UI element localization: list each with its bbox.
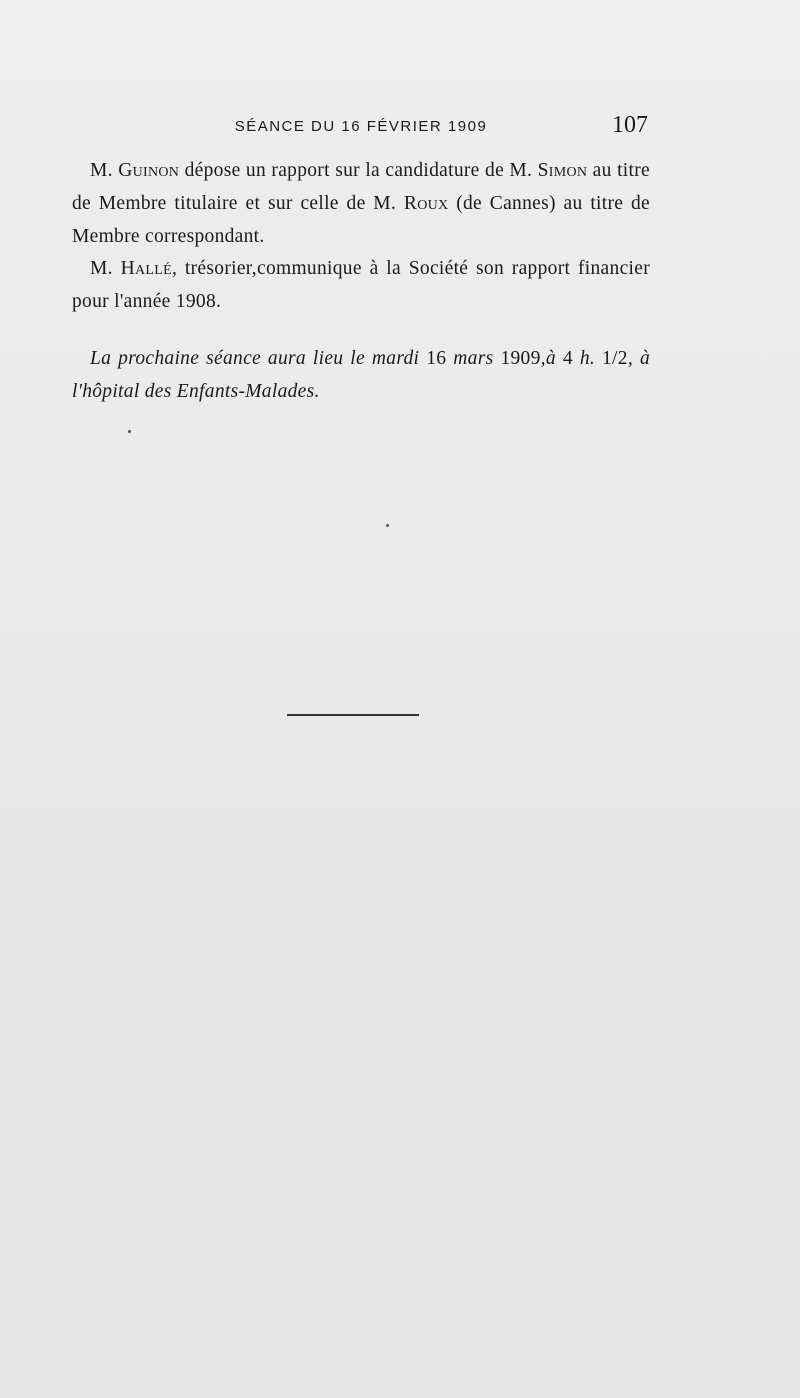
paragraph-guinon-report <box>72 154 650 253</box>
meeting-year: 1909 <box>500 348 541 369</box>
p3-text-d: h. <box>572 348 602 369</box>
meeting-day: 16 <box>426 348 447 369</box>
running-header <box>72 112 650 146</box>
closing-rule <box>287 714 419 716</box>
running-title: SÉANCE DU 16 FÉVRIER 1909 <box>234 118 488 135</box>
p3-text-e: , à l'hôpital des Enfants-Malades. <box>72 348 650 402</box>
paragraph-halle-report <box>72 252 650 318</box>
p1-text-b: au titre de Membre titulaire et sur celle de M. <box>72 160 650 214</box>
p3-text-a: La prochaine séance aura lieu le mardi <box>90 348 427 369</box>
p3-text-c: ,à <box>540 348 563 369</box>
paper-speck <box>386 524 389 527</box>
p2-text: , trésorier,communique à la Société son rapport financier pour l'année 1908. <box>72 258 650 312</box>
p2-opening: M. <box>90 258 121 279</box>
name-roux: Roux <box>403 193 449 214</box>
meeting-fraction: 1/2 <box>602 348 628 369</box>
p1-text-a: dépose un rapport sur la candidature de M. <box>179 160 538 181</box>
page-number: 107 <box>612 112 648 138</box>
p1-opening: M. <box>90 160 119 181</box>
paragraph-next-meeting <box>72 342 650 408</box>
p1-text-c: (de Cannes) au titre de Membre correspondant. <box>72 193 650 247</box>
name-halle: Hallé <box>120 258 172 279</box>
name-guinon: Guinon <box>118 160 180 181</box>
meeting-hour: 4 <box>562 348 573 369</box>
name-simon: Simon <box>537 160 588 181</box>
paper-speck <box>128 430 131 433</box>
p3-text-b: mars <box>446 348 501 369</box>
